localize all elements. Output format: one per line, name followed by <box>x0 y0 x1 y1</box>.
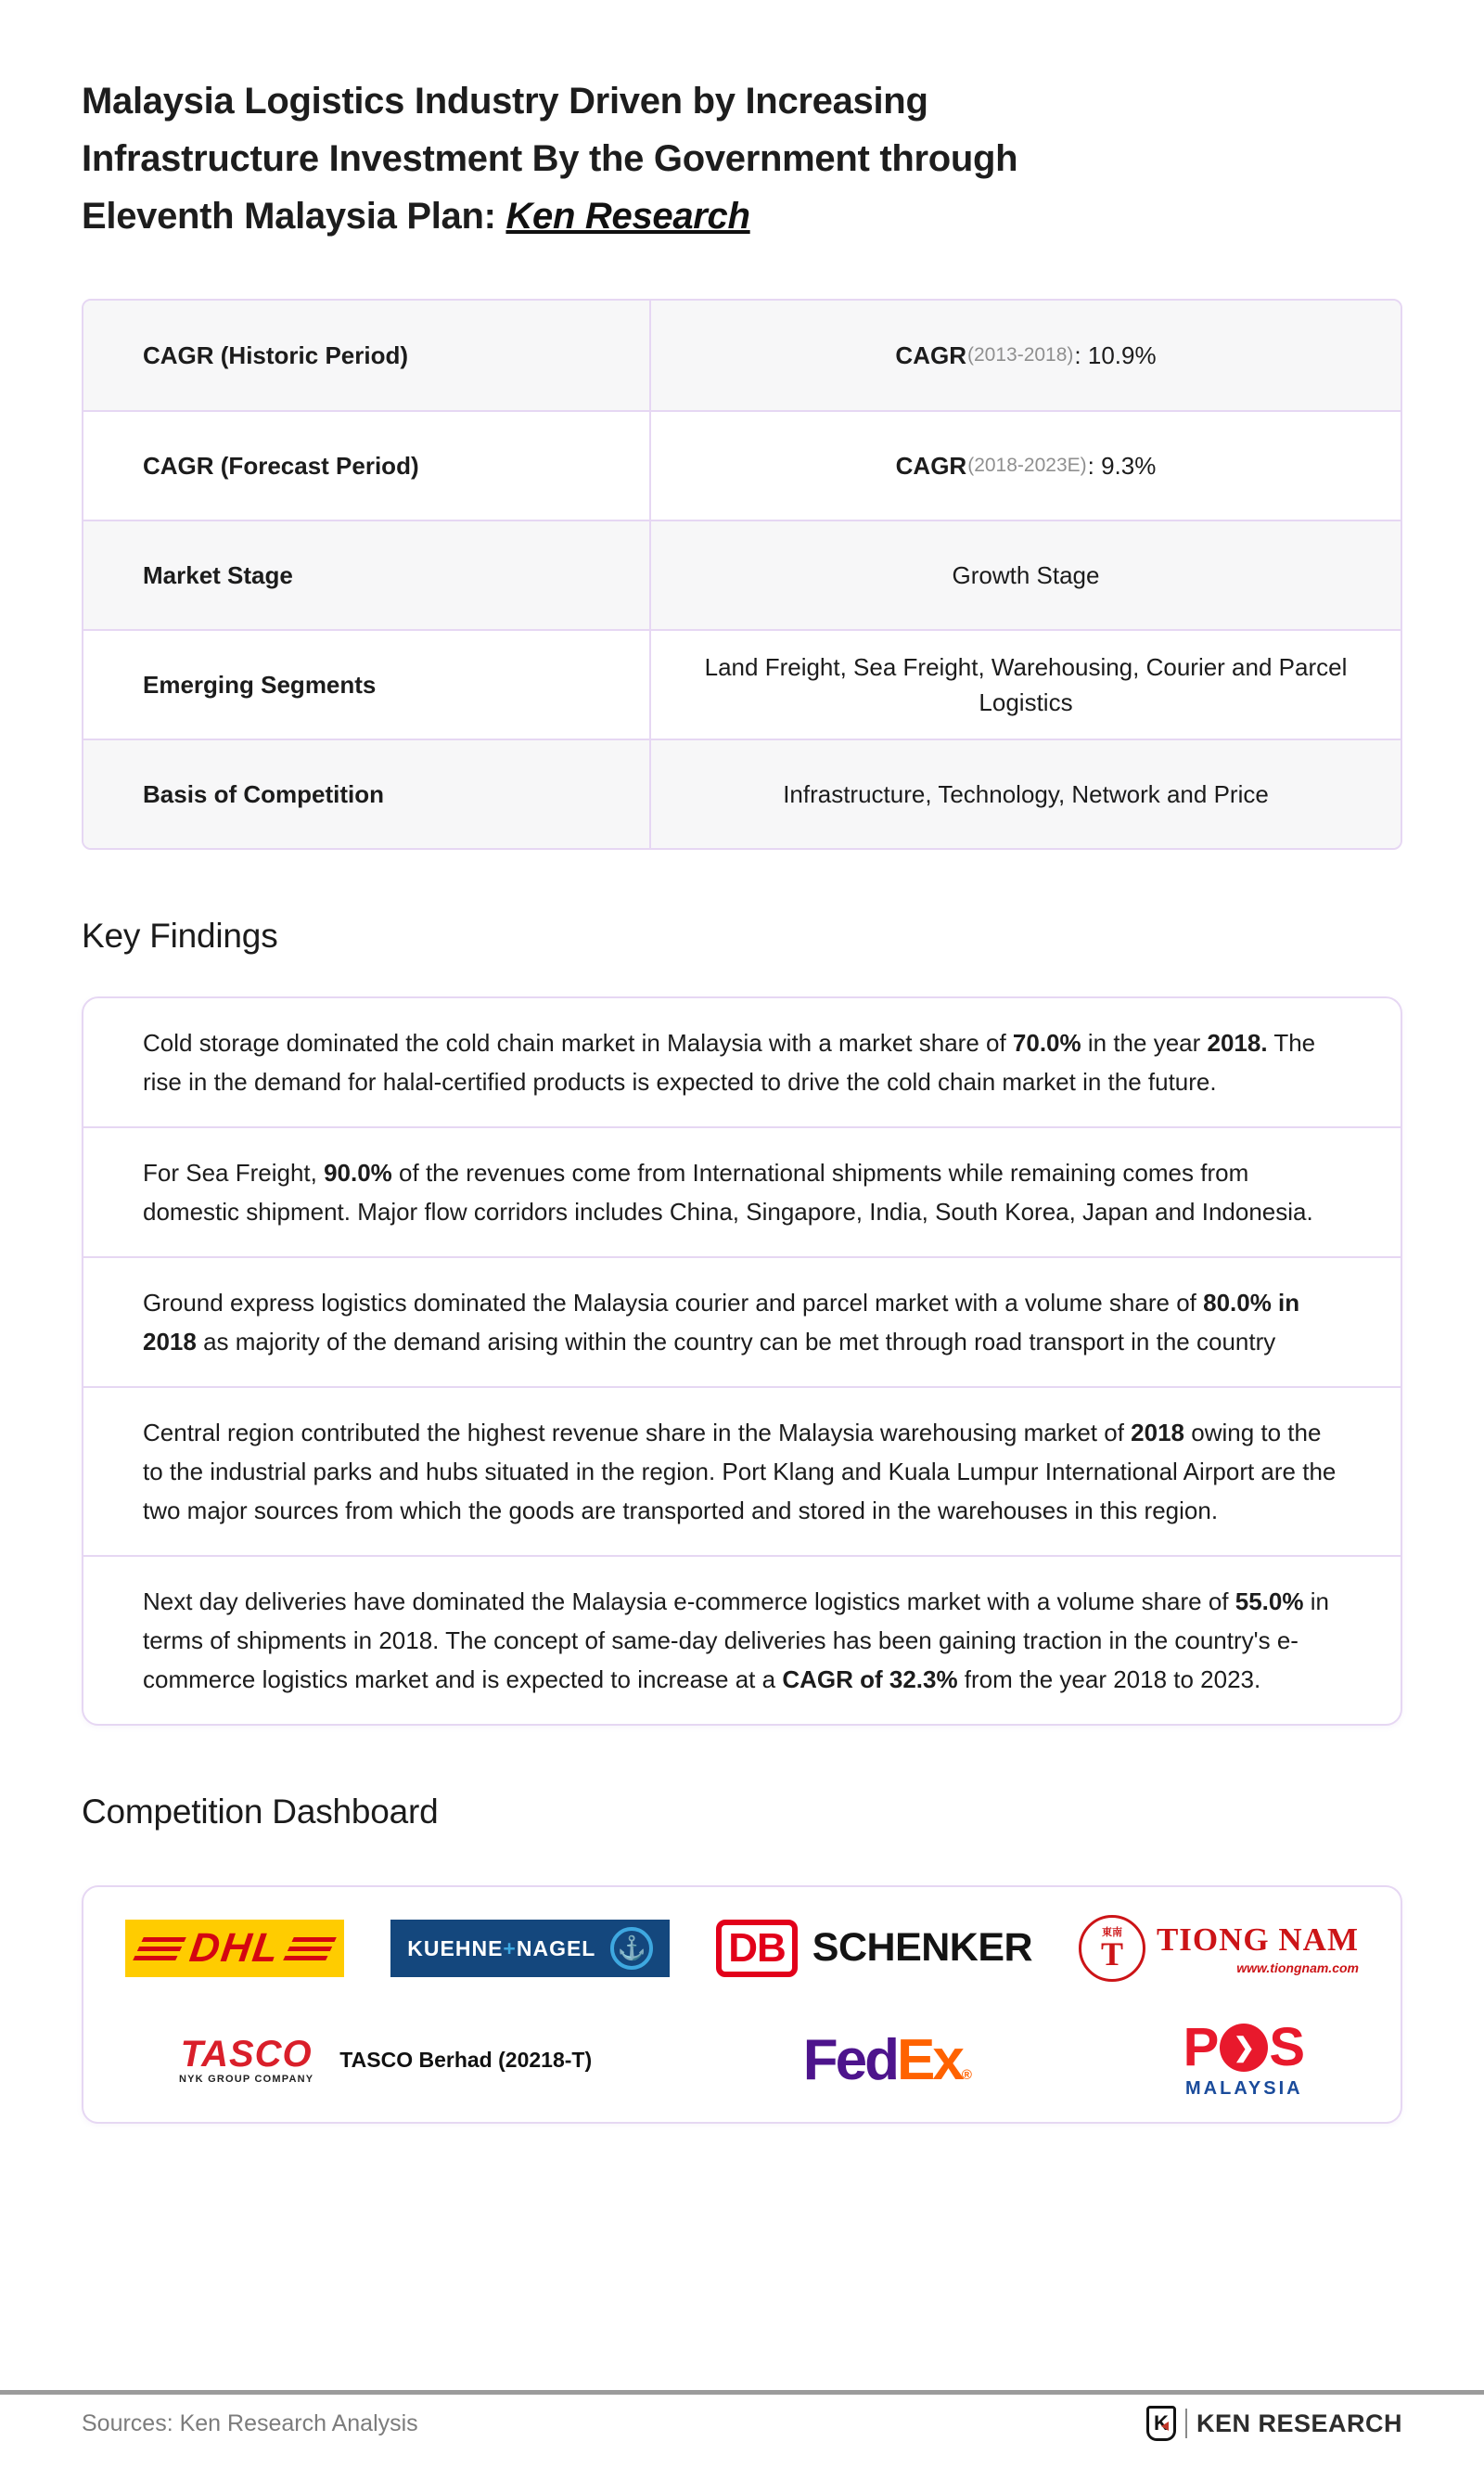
key-findings-panel <box>82 996 1402 1726</box>
tiong-nam-wordmark: TIONG NAM <box>1156 1921 1359 1958</box>
db-badge-icon: DB <box>716 1920 798 1977</box>
title-line <box>82 187 1402 245</box>
pos-chevron-icon: ❯ <box>1220 2024 1268 2072</box>
competition-dashboard-heading: Competition Dashboard <box>82 1793 439 1831</box>
pos-wordmark: P ❯ S <box>1183 2017 1305 2077</box>
anchor-icon: ⚓ <box>617 1934 646 1961</box>
footer <box>0 2406 1484 2441</box>
table-row <box>83 301 1401 410</box>
title-line: Malaysia Logistics Industry Driven by Increasing <box>82 81 928 122</box>
table-row <box>83 739 1401 848</box>
tiong-nam-logo <box>1079 1915 1359 1982</box>
pos-malaysia-logo <box>1183 2017 1305 2100</box>
fedex-logo: FedEx® <box>802 2027 972 2092</box>
page-title <box>82 72 1402 245</box>
table-row <box>83 629 1401 739</box>
tasco-wordmark: TASCO <box>180 2033 313 2075</box>
table-label-cell: CAGR (Historic Period) <box>83 301 651 410</box>
dhl-stripes-left-icon <box>133 1937 186 1960</box>
finding-item: Next day deliveries have dominated the Malaysia e-commerce logistics market with a volume share of 55.0% in terms of shipments in 2018. The concept of same-day deliveries has been gaining traction in the country's e-commerce logistics market and is expected to increase at a CAGR of 32.3% from the year 2018 to 2023. <box>83 1555 1401 1724</box>
ken-research-link[interactable]: Ken Research <box>505 196 750 237</box>
kuehne-nagel-logo <box>390 1920 670 1977</box>
finding-item: Central region contributed the highest revenue share in the Malaysia warehousing market of 2018 owing to the to the industrial parks and hubs situated in the region. Port Klang and Kuala Lumpur International Airport are the two major sources from which the goods are transported and stored in the warehouses in this region. <box>83 1386 1401 1555</box>
table-label-cell: Basis of Competition <box>83 740 651 848</box>
logo-row-1 <box>125 1915 1359 1982</box>
kuehne-nagel-wordmark: KUEHNE+NAGEL <box>407 1935 596 1960</box>
db-schenker-logo <box>716 1920 1032 1977</box>
sources-note: Sources: Ken Research Analysis <box>82 2409 418 2436</box>
tiong-nam-emblem-icon: 東南 T <box>1079 1915 1145 1982</box>
table-value-cell: Infrastructure, Technology, Network and Price <box>783 780 1269 808</box>
table-label-cell: Emerging Segments <box>83 631 651 739</box>
title-line: Infrastructure Investment By the Government through <box>82 138 1018 179</box>
ken-research-wordmark: KEN RESEARCH <box>1196 2409 1402 2437</box>
table-row <box>83 520 1401 629</box>
tasco-subtext: NYK GROUP COMPANY <box>179 2073 314 2085</box>
logo-row-2 <box>125 2017 1359 2100</box>
tasco-caption: TASCO Berhad (20218-T) <box>339 2048 593 2072</box>
ken-research-shield-icon: K <box>1146 2406 1176 2441</box>
tasco-logo <box>179 2033 593 2085</box>
dhl-stripes-right-icon <box>284 1937 338 1960</box>
registered-mark: ® <box>961 2066 972 2083</box>
competition-dashboard-panel <box>82 1885 1402 2124</box>
pos-malaysia-subtext: MALAYSIA <box>1185 2078 1303 2099</box>
table-value-cell: CAGR (2013-2018) : 10.9% <box>895 341 1157 369</box>
dhl-logo <box>125 1920 344 1977</box>
key-findings-heading: Key Findings <box>82 917 278 955</box>
anchor-circle-icon <box>610 1927 653 1970</box>
finding-item: Cold storage dominated the cold chain market in Malaysia with a market share of 70.0% in the year 2018. The rise in the demand for halal-certified products is expected to drive the cold chain market in the future. <box>143 1029 1316 1096</box>
table-row <box>83 410 1401 520</box>
title-line-prefix: Eleventh Malaysia Plan: <box>82 196 506 237</box>
finding-item: For Sea Freight, 90.0% of the revenues come from International shipments while remaining comes from domestic shipment. Major flow corridors includes China, Singapore, India, South Korea, Japan and Indonesia. <box>83 1126 1401 1256</box>
tiong-nam-url: www.tiongnam.com <box>1236 1960 1359 1975</box>
table-value-cell: CAGR (2018-2023E) : 9.3% <box>895 452 1157 480</box>
plus-icon: + <box>503 1935 517 1960</box>
logo-divider <box>1185 2409 1187 2438</box>
table-label-cell: Market Stage <box>83 521 651 629</box>
schenker-wordmark: SCHENKER <box>812 1925 1033 1971</box>
table-label-cell: CAGR (Forecast Period) <box>83 412 651 520</box>
market-overview-table <box>82 299 1402 850</box>
article-page <box>0 72 1484 2124</box>
ken-research-logo <box>1146 2406 1402 2441</box>
finding-item: Ground express logistics dominated the Malaysia courier and parcel market with a volume share of 80.0% in 2018 as majority of the demand arising within the country can be met through road transport in the country <box>83 1256 1401 1386</box>
footer-divider <box>0 2390 1484 2395</box>
table-value-cell: Land Freight, Sea Freight, Warehousing, Courier and Parcel Logistics <box>704 653 1348 716</box>
table-value-cell: Growth Stage <box>952 561 1100 589</box>
dhl-wordmark: DHL <box>186 1925 283 1971</box>
